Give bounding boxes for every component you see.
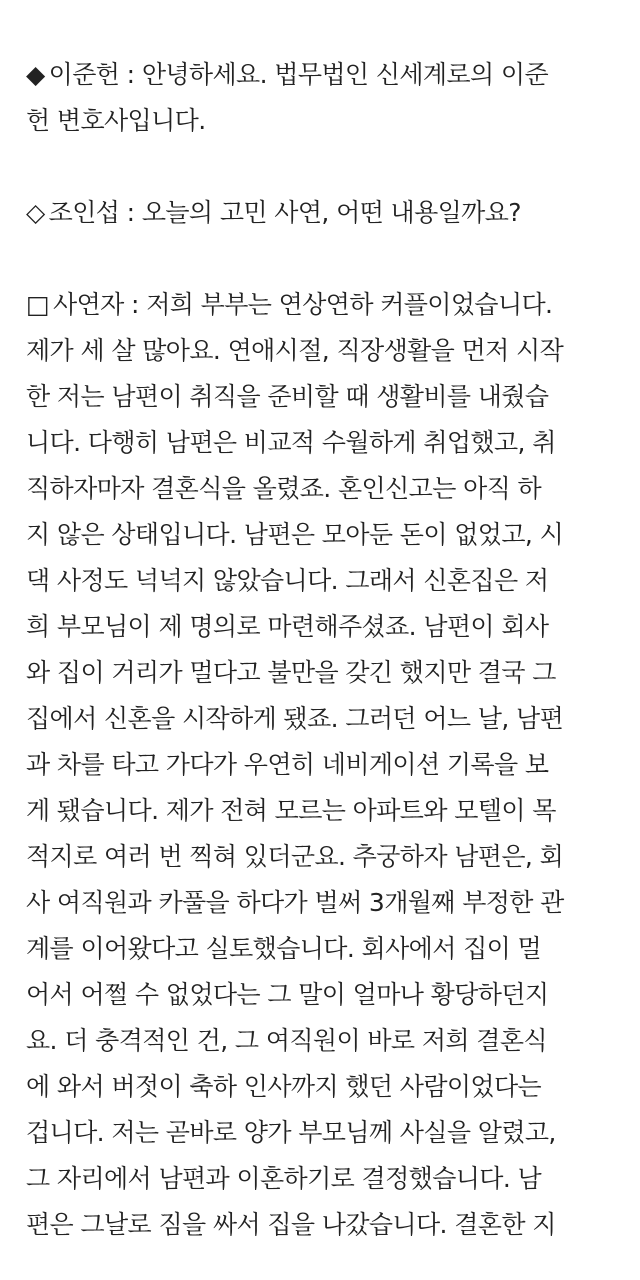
paragraph-text: 저희 부부는 연상연하 커플이었습니다. — [146, 290, 553, 319]
paragraph-line — [26, 190, 618, 236]
outline-square-icon: □ — [26, 290, 50, 319]
paragraph-line: 게 됐습니다. 제가 전혀 모르는 아파트와 모텔이 목 — [26, 796, 556, 825]
outline-diamond-icon: ◇ — [26, 198, 45, 227]
article-body — [26, 52, 618, 1248]
paragraph-line — [26, 52, 618, 98]
paragraph-line: 지 않은 상태입니다. 남편은 모아둔 돈이 없었고, 시 — [26, 520, 564, 549]
speaker-name: 사연자 — [53, 290, 124, 319]
paragraph-line: 희 부모님이 제 명의로 마련해주셨죠. 남편이 회사 — [26, 612, 549, 641]
paragraph-line: 와 집이 거리가 멀다고 불만을 갖긴 했지만 결국 그 — [26, 658, 556, 687]
filled-diamond-icon: ◆ — [26, 60, 45, 89]
paragraph-line: 한 저는 남편이 취직을 준비할 때 생활비를 내줬습 — [26, 382, 549, 411]
speaker-separator: : — [119, 198, 142, 227]
paragraph-line: 댁 사정도 넉넉지 않았습니다. 그래서 신혼집은 저 — [26, 566, 549, 595]
paragraph-line: 과 차를 타고 가다가 우연히 네비게이션 기록을 보 — [26, 750, 549, 779]
paragraph-line: 사 여직원과 카풀을 하다가 벌써 3개월째 부정한 관 — [26, 888, 564, 917]
paragraph-line: 적지로 여러 번 찍혀 있더군요. 추궁하자 남편은, 회 — [26, 842, 564, 871]
paragraph-line: 집에서 신혼을 시작하게 됐죠. 그러던 어느 날, 남편 — [26, 704, 564, 733]
paragraph-line: 니다. 다행히 남편은 비교적 수월하게 취업했고, 취 — [26, 428, 556, 457]
paragraph-line: 직하자마자 결혼식을 올렸죠. 혼인신고는 아직 하 — [26, 474, 542, 503]
speaker-separator: : — [119, 60, 142, 89]
paragraph-line: 헌 변호사입니다. — [26, 106, 206, 135]
paragraph-text: 안녕하세요. 법무법인 신세계로의 이준 — [141, 60, 549, 89]
dialogue-paragraph-storyteller — [26, 282, 618, 1248]
paragraph-line: 제가 세 살 많아요. 연애시절, 직장생활을 먼저 시작 — [26, 336, 564, 365]
speaker-name: 조인섭 — [48, 198, 120, 227]
paragraph-line: 계를 이어왔다고 실토했습니다. 회사에서 집이 멀 — [26, 934, 542, 963]
dialogue-paragraph-lee — [26, 52, 618, 144]
paragraph-line: 편은 그날로 짐을 싸서 집을 나갔습니다. 결혼한 지 — [26, 1210, 556, 1239]
paragraph-line: 겁니다. 저는 곧바로 양가 부모님께 사실을 알렸고, — [26, 1118, 556, 1147]
dialogue-paragraph-cho — [26, 190, 618, 236]
paragraph-line: 에 와서 버젓이 축하 인사까지 했던 사람이었다는 — [26, 1072, 542, 1101]
paragraph-line: 어서 어쩔 수 없었다는 그 말이 얼마나 황당하던지 — [26, 980, 549, 1009]
paragraph-line: 요. 더 충격적인 건, 그 여직원이 바로 저희 결혼식 — [26, 1026, 547, 1055]
paragraph-text: 오늘의 고민 사연, 어떤 내용일까요? — [141, 198, 521, 227]
paragraph-line — [26, 282, 618, 328]
speaker-separator: : — [123, 290, 147, 319]
speaker-name: 이준헌 — [48, 60, 120, 89]
paragraph-line: 그 자리에서 남편과 이혼하기로 결정했습니다. 남 — [26, 1164, 542, 1193]
